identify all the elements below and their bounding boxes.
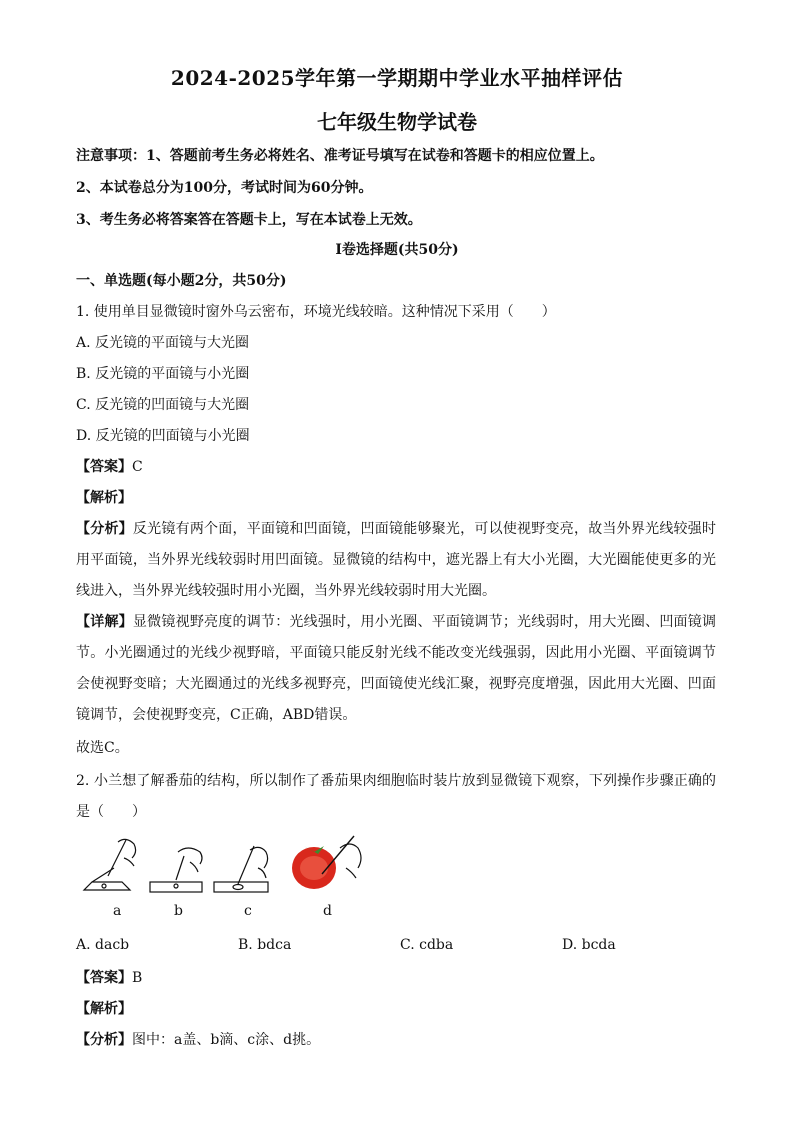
q2-option-c: C. cdba (400, 937, 454, 953)
answer-tag: 【答案】 (76, 970, 132, 986)
q2-option-d: D. bcda (562, 937, 616, 953)
q1-analysis-tag: 【解析】 (76, 490, 132, 506)
figure-label-a: a (113, 903, 122, 919)
analysis-label: 【分析】 (76, 1032, 132, 1048)
q1-detail (76, 607, 716, 731)
q1-option-a: A. 反光镜的平面镜与大光圈 (76, 335, 250, 351)
q1-stem: 1. 使用单目显微镜时窗外乌云密布，环境光线较暗。这种情况下采用（ ） (76, 304, 556, 320)
notice-3: 3、考生务必将答案答在答题卡上，写在本试卷上无效。 (76, 212, 422, 228)
step-b-illustration (150, 848, 202, 892)
procedure-figure (78, 832, 378, 922)
q1-option-b: B. 反光镜的平面镜与小光圈 (76, 366, 250, 382)
part-title: 一、单选题(每小题2分，共50分) (76, 273, 287, 289)
q2-option-b: B. bdca (238, 937, 292, 953)
detail-label: 【详解】 (76, 614, 133, 630)
answer-tag: 【答案】 (76, 459, 132, 475)
answer-value: B (132, 970, 143, 986)
q2-option-a: A. dacb (76, 937, 130, 953)
answer-value: C (132, 459, 143, 475)
q2-analysis-tag: 【解析】 (76, 1001, 132, 1017)
q1-option-d: D. 反光镜的凹面镜与小光圈 (76, 428, 250, 444)
q2-answer (76, 968, 142, 988)
q2-stem: 2. 小兰想了解番茄的结构，所以制作了番茄果肉细胞临时装片放到显微镜下观察，下列操作步骤正确的是（ ） (76, 773, 716, 820)
q1-answer (76, 457, 143, 477)
q1-option-c: C. 反光镜的凹面镜与大光圈 (76, 397, 250, 413)
figure-label-b: b (174, 903, 183, 919)
q1-analysis (76, 514, 716, 607)
step-a-illustration (84, 839, 136, 890)
step-d-illustration (292, 836, 361, 889)
figure-label-d: d (323, 903, 332, 919)
figure-label-c: c (244, 903, 252, 919)
q2-analysis (76, 1030, 320, 1050)
analysis-text: 图中：a盖、b滴、c涂、d挑。 (132, 1032, 321, 1048)
volume-title: I卷选择题(共50分) (335, 242, 459, 258)
detail-text: 显微镜视野亮度的调节：光线强时，用小光圈、平面镜调节；光线弱时，用大光圈、凹面镜调节。小光圈通过的光线少视野暗，平面镜只能反射光线不能改变光线强弱，因此用小光圈、平面镜调节会使视野变暗；大光圈通过的光线多视野亮，凹面镜使光线汇聚，视野亮度增强，因此用大光圈、凹面镜调节，会使视野变亮，C正确，ABD错误。 (76, 614, 717, 723)
notice-1: 注意事项：1、答题前考生务必将姓名、准考证号填写在试卷和答题卡的相应位置上。 (76, 148, 604, 164)
exam-title: 2024-2025学年第一学期期中学业水平抽样评估 (170, 66, 624, 90)
step-c-illustration (214, 846, 268, 892)
notice-2: 2、本试卷总分为100分，考试时间为60分钟。 (76, 180, 373, 196)
exam-subtitle: 七年级生物学试卷 (317, 110, 477, 134)
analysis-text: 反光镜有两个面，平面镜和凹面镜，凹面镜能够聚光，可以使视野变亮，故当外界光线较强时用平面镜，当外界光线较弱时用凹面镜。显微镜的结构中，遮光器上有大小光圈，大光圈能使更多的光线进入，当外界光线较强时用小光圈，当外界光线较弱时用大光圈。 (76, 521, 717, 599)
q1-conclusion: 故选C。 (76, 740, 129, 756)
analysis-label: 【分析】 (76, 521, 133, 537)
